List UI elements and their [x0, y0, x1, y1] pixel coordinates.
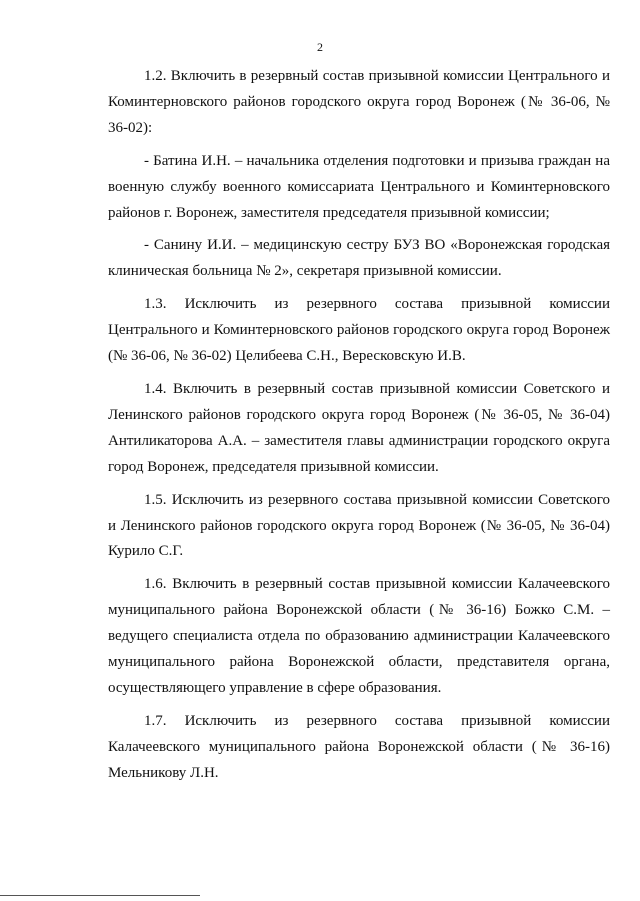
- paragraph-1-7-exclude: 1.7. Исключить из резервного состава призывной комиссии Калачеевского муниципального района Воронежской области (№ 36-16) Мельникову Л.Н.: [108, 712, 610, 781]
- footer-rule: [0, 895, 200, 896]
- paragraph-batin: - Батина И.Н. – начальника отделения подготовки и призыва граждан на военную службу военного комиссариата Центрального и Коминтерновского районов г. Воронеж, заместителя председателя призывной комиссии;: [108, 152, 610, 221]
- document-body: [108, 64, 610, 794]
- page-number: 2: [317, 40, 323, 54]
- paragraph-1-6-include: 1.6. Включить в резервный состав призывной комиссии Калачеевского муниципального района Воронежской области (№ 36-16) Божко С.М. – ведущего специалиста отдела по образованию администрации Калачеевского муниципального района Воронежской области, представителя органа, осуществляющего управление в сфере образования.: [108, 576, 610, 696]
- paragraph-1-4-include: 1.4. Включить в резервный состав призывной комиссии Советского и Ленинского районов городского округа город Воронеж (№ 36-05, № 36-04) Антиликаторова А.А. – заместителя главы администрации городского округа город Воронеж, председателя призывной комиссии.: [108, 380, 610, 475]
- paragraph-1-2-include: 1.2. Включить в резервный состав призывной комиссии Центрального и Коминтерновского районов городского округа город Воронеж (№ 36-06, № 36-02):: [108, 68, 610, 136]
- paragraph-sanina: - Санину И.И. – медицинскую сестру БУЗ ВО «Воронежская городская клиническая больница № 2», секретаря призывной комиссии.: [108, 237, 610, 280]
- paragraph-1-5-exclude: 1.5. Исключить из резервного состава призывной комиссии Советского и Ленинского районов городского округа город Воронеж (№ 36-05, № 36-04) Курило С.Г.: [108, 491, 610, 560]
- paragraph-1-3-exclude: 1.3. Исключить из резервного состава призывной комиссии Центрального и Коминтерновского районов городского округа город Воронеж (№ 36-06, № 36-02) Целибеева С.Н., Вересковскую И.В.: [108, 296, 610, 365]
